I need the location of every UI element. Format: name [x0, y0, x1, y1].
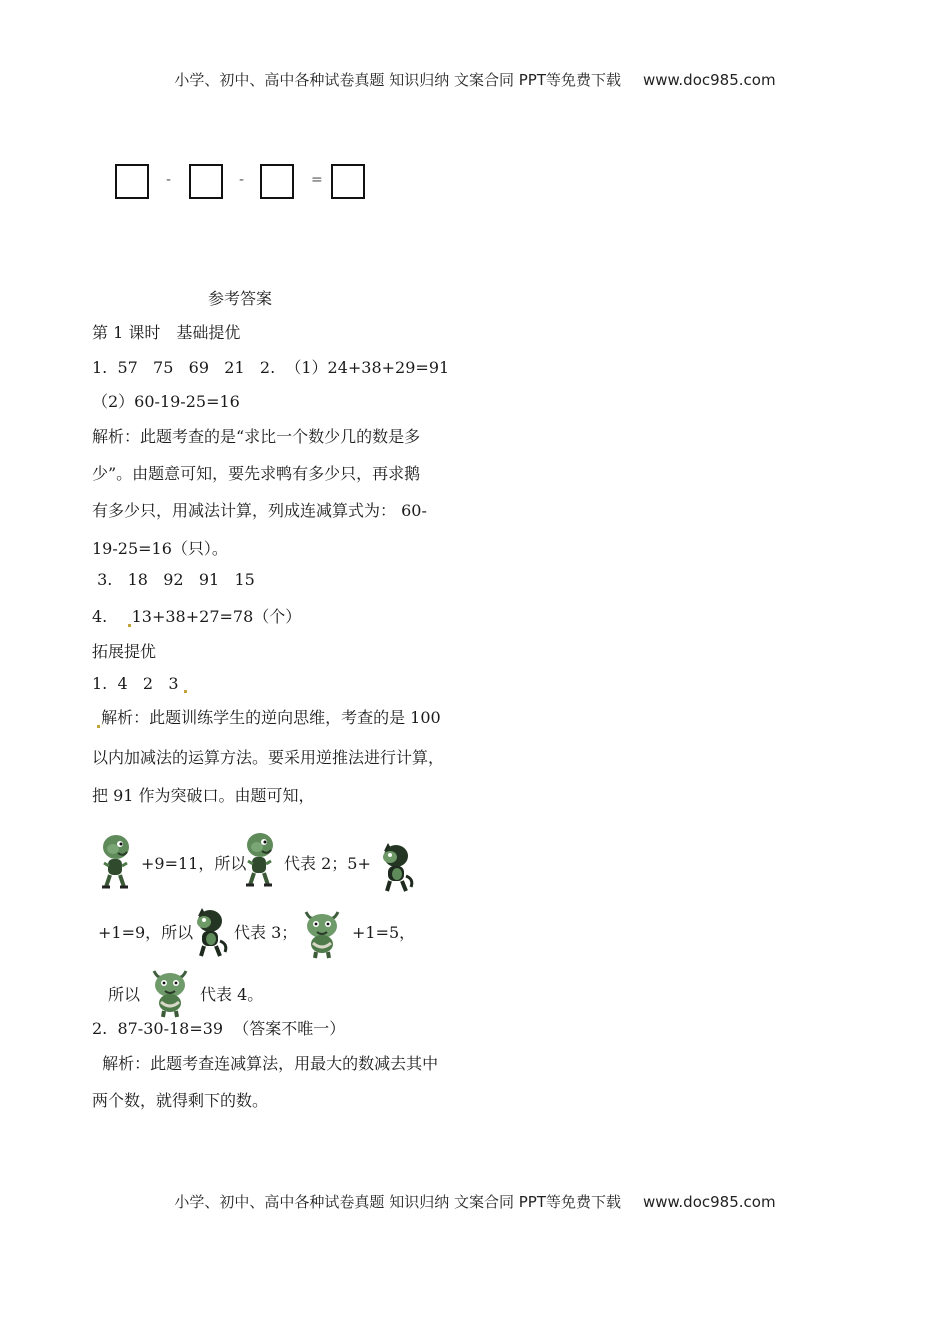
- puzzle-text: 代表 3；: [234, 923, 298, 942]
- puzzle-text: +1=5，: [352, 923, 416, 942]
- analysis-line: 以内加减法的运算方法。要采用逆推法进行计算，: [92, 748, 445, 767]
- analysis-line: [92, 705, 441, 728]
- equals-sign: =: [311, 172, 323, 188]
- item-text: 解析：此题训练学生的逆向思维，考查的是 100: [101, 708, 441, 727]
- goat-character-icon: [300, 906, 344, 960]
- minus-sign-2: -: [239, 172, 245, 188]
- analysis-line: 19-25=16（只）。: [92, 539, 228, 558]
- page-header: [0, 69, 950, 90]
- puzzle-text: +1=9，所以: [98, 923, 194, 942]
- analysis-line: 解析：此题考查的是“求比一个数少几的数是多: [92, 427, 421, 446]
- footer-site: www.doc985.com: [642, 1193, 776, 1211]
- lizard-character-icon: [240, 831, 280, 887]
- answers-title: 参考答案: [208, 289, 273, 308]
- mark-dot: [97, 725, 100, 728]
- answer-line: 2. 87-30-18=39 （答案不唯一）: [92, 1019, 346, 1038]
- header-site: www.doc985.com: [642, 71, 776, 89]
- answer-line: 1. 57 75 69 21 2. （1）24+38+29=91: [92, 358, 450, 377]
- item-text: 解析：此题考查连减算法，用最大的数减去其中: [102, 1054, 439, 1073]
- lizard-character-icon: [96, 833, 136, 889]
- item-text: 1. 4 2 3: [92, 674, 179, 693]
- answer-box-1: [115, 164, 149, 199]
- header-text: 小学、初中、高中各种试卷真题 知识归纳 文案合同 PPT等免费下载: [174, 71, 621, 89]
- wolf-character-icon: [376, 841, 416, 893]
- page-footer: [0, 1191, 950, 1212]
- answer-line: （2）60-19-25=16: [92, 392, 240, 411]
- section-extend: 拓展提优: [92, 642, 157, 661]
- minus-sign-1: -: [166, 172, 172, 188]
- footer-text: 小学、初中、高中各种试卷真题 知识归纳 文案合同 PPT等免费下载: [174, 1193, 621, 1211]
- item-text: 13+38+27=78（个）: [131, 607, 302, 626]
- mark-dot: [128, 624, 131, 627]
- answer-box-3: [260, 164, 294, 199]
- answer-line: [92, 674, 188, 693]
- answer-box-4: [331, 164, 365, 199]
- puzzle-text: 代表 4。: [200, 985, 264, 1004]
- analysis-line: 有多少只，用减法计算，列成连减算式为： 60-: [92, 501, 427, 520]
- analysis-line: 两个数，就得剩下的数。: [92, 1091, 269, 1110]
- answer-line: 3. 18 92 91 15: [92, 570, 255, 589]
- analysis-line: [92, 1051, 438, 1074]
- wolf-character-icon: [190, 906, 230, 958]
- mark-dot: [184, 690, 187, 693]
- section-basic: 第 1 课时 基础提优: [92, 323, 241, 342]
- analysis-line: 把 91 作为突破口。由题可知，: [92, 786, 315, 805]
- puzzle-text: 所以: [108, 985, 141, 1004]
- item-number: 4.: [92, 607, 108, 626]
- answer-line: [92, 604, 301, 627]
- answer-box-2: [189, 164, 223, 199]
- puzzle-text: +9=11，所以: [141, 854, 247, 873]
- analysis-line: 少”。由题意可知，要先求鸭有多少只，再求鹅: [92, 464, 421, 483]
- puzzle-text: 代表 2；5+: [284, 854, 371, 873]
- goat-character-icon: [148, 965, 192, 1019]
